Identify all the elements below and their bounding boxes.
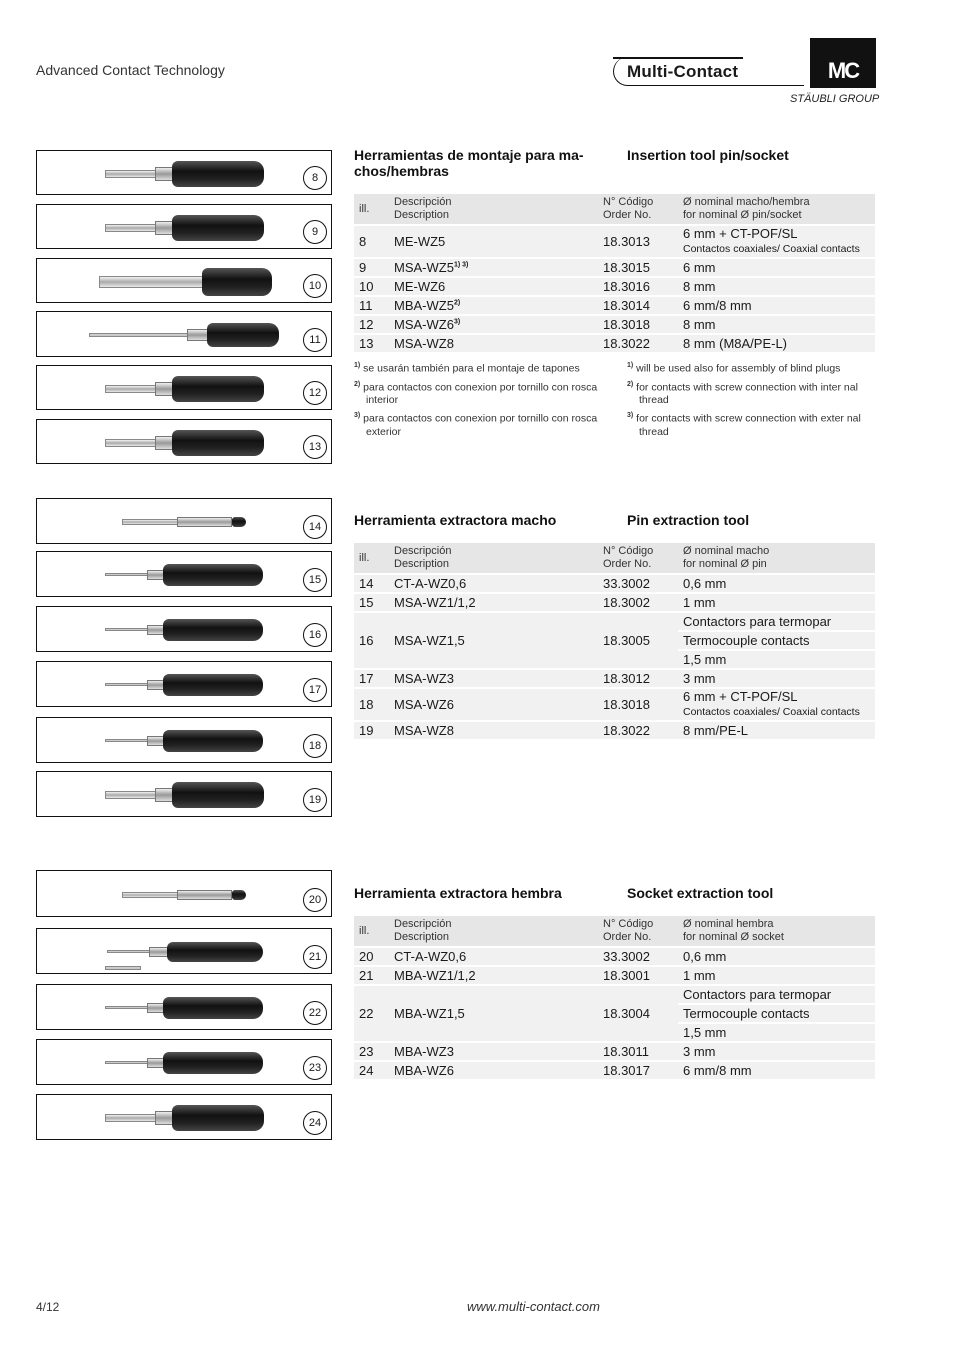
tool-shaft bbox=[99, 276, 209, 288]
footnote-mark: 2) bbox=[627, 380, 634, 388]
header-text: Descripción bbox=[394, 196, 452, 208]
cell-desc: MSA-$WZ5^{1) 3)}$ bbox=[389, 259, 598, 276]
cell-nominal: 1,5 mm bbox=[678, 651, 875, 668]
header-text: N° Código bbox=[603, 196, 654, 208]
tool-illustration bbox=[36, 419, 332, 464]
tool-illustration bbox=[36, 1094, 332, 1140]
header-text: N° Código bbox=[603, 545, 654, 557]
cell-ill: 23 bbox=[354, 1043, 389, 1060]
tool-collar bbox=[177, 890, 232, 900]
cell-desc: ME-WZ5 bbox=[389, 226, 598, 257]
table-row bbox=[354, 613, 875, 630]
tool-handle bbox=[172, 430, 264, 456]
nominal-value: 6 mm/8 mm bbox=[683, 1063, 752, 1078]
cell-ill: 21 bbox=[354, 967, 389, 984]
footnote-mark: 3) bbox=[627, 412, 634, 419]
illustration-number: 17 bbox=[303, 678, 327, 702]
tool-illustration bbox=[36, 365, 332, 410]
nominal-value: 8 mm (M8A/PE-L) bbox=[683, 336, 788, 351]
tool-handle bbox=[163, 619, 263, 641]
cell-ill: 13 bbox=[354, 335, 389, 352]
tool-illustration bbox=[36, 204, 332, 249]
cell-desc: MSA-WZ1,5 bbox=[389, 613, 598, 668]
cell-ill: 18 bbox=[354, 689, 389, 720]
tool-handle bbox=[163, 1052, 263, 1074]
cell-code: 18.3014 bbox=[598, 297, 678, 314]
cell-nominal bbox=[678, 948, 875, 965]
tool-illustration bbox=[36, 311, 332, 357]
tool-illustration bbox=[36, 717, 332, 763]
footnote-ref: 1) 3) bbox=[453, 261, 469, 269]
nominal-value: 8 mm bbox=[683, 279, 716, 294]
tool-shaft bbox=[89, 333, 199, 337]
illustration-number: 18 bbox=[303, 734, 327, 758]
header-cell bbox=[598, 543, 678, 573]
tool-illustration bbox=[36, 870, 332, 917]
cell-desc: MSA-WZ6 bbox=[389, 689, 598, 720]
header-text: Descripción bbox=[394, 545, 452, 557]
cell-ill: 11 bbox=[354, 297, 389, 314]
cell-code: 18.3018 bbox=[598, 316, 678, 333]
table-header-row bbox=[354, 916, 875, 946]
cell-code: 18.3017 bbox=[598, 1062, 678, 1079]
cell-code: 18.3001 bbox=[598, 967, 678, 984]
cell-nominal bbox=[678, 722, 875, 739]
nominal-note: Contactos coaxiales/ Coaxial contacts bbox=[683, 243, 860, 255]
illustration-number: 9 bbox=[303, 220, 327, 244]
illustration-number: 10 bbox=[303, 274, 327, 298]
cell-desc: MSA-WZ3 bbox=[389, 670, 598, 687]
table-row bbox=[354, 226, 875, 257]
cell-desc: MBA-WZ5$^{2)}$ bbox=[389, 297, 598, 314]
tool-handle bbox=[163, 997, 263, 1019]
cell-nominal bbox=[678, 278, 875, 295]
nominal-value: 6 mm + CT-POF/SL bbox=[683, 226, 798, 241]
tool-shaft bbox=[105, 966, 141, 970]
illustration-number: 8 bbox=[303, 166, 327, 190]
cell-nominal bbox=[678, 967, 875, 984]
header-cell bbox=[354, 194, 389, 224]
table-header-row bbox=[354, 194, 875, 224]
cell-code: 18.3012 bbox=[598, 670, 678, 687]
nominal-note: Contactos coaxiales/ Coaxial contacts bbox=[683, 706, 860, 718]
tool-handle bbox=[172, 161, 264, 187]
footnote-ref: 3) bbox=[453, 318, 461, 326]
table-row bbox=[354, 986, 875, 1003]
cell-code: 18.3022 bbox=[598, 722, 678, 739]
cell-nominal bbox=[678, 316, 875, 333]
illustration-number: 23 bbox=[303, 1056, 327, 1080]
header-cell bbox=[389, 916, 598, 946]
nominal-value: 6 mm/8 mm bbox=[683, 298, 752, 313]
cell-desc: CT-A-WZ0,6 bbox=[389, 575, 598, 592]
table-row bbox=[354, 335, 875, 352]
header-cell bbox=[678, 543, 875, 573]
tool-illustration bbox=[36, 771, 332, 817]
tool-illustration bbox=[36, 606, 332, 652]
table-row bbox=[354, 722, 875, 739]
header-text: Description bbox=[394, 558, 450, 570]
footnote bbox=[354, 378, 604, 408]
section-title-en: Insertion tool pin/socket bbox=[627, 147, 789, 163]
cell-desc: MBA-WZ3 bbox=[389, 1043, 598, 1060]
header-cell bbox=[354, 916, 389, 946]
tool-illustration bbox=[36, 928, 332, 974]
footnote-mark: 1) bbox=[627, 362, 634, 369]
cell-nominal bbox=[678, 1062, 875, 1079]
tool-illustration bbox=[36, 661, 332, 707]
nominal-value: 6 mm bbox=[683, 260, 716, 275]
footnote-text: for contacts with screw connection with inter nal thread bbox=[633, 381, 858, 406]
mc-logo: MC bbox=[810, 38, 876, 88]
table-row bbox=[354, 278, 875, 295]
cell-desc: ME-WZ6 bbox=[389, 278, 598, 295]
socket-extraction-table bbox=[354, 914, 875, 1081]
illustration-number: 12 bbox=[303, 381, 327, 405]
illustration-number: 21 bbox=[303, 945, 327, 969]
footnote-text: for contacts with screw connection with exter nal thread bbox=[633, 412, 861, 438]
tool-illustration bbox=[36, 258, 332, 303]
header-text: ill. bbox=[359, 551, 370, 564]
section-title-es: Herramientas de montaje para ma-chos/hembras bbox=[354, 147, 584, 179]
header-text: N° Código bbox=[603, 918, 654, 930]
nominal-value: 3 mm bbox=[683, 671, 716, 686]
header-cell bbox=[678, 194, 875, 224]
footnote bbox=[627, 359, 877, 376]
illustration-number: 19 bbox=[303, 788, 327, 812]
footnote-text: para contactos con conexion por tornillo con rosca exterior bbox=[360, 412, 598, 438]
footnote-text: will be used also for assembly of blind plugs bbox=[633, 362, 841, 375]
brand-group: STÄUBLI GROUP bbox=[790, 93, 880, 105]
illustration-number: 14 bbox=[303, 515, 327, 539]
table-row bbox=[354, 594, 875, 611]
tool-handle bbox=[167, 942, 263, 962]
cell-nominal bbox=[678, 226, 875, 257]
cell-nominal: Termocouple contacts bbox=[678, 1005, 875, 1022]
header-text: for nominal Ø socket bbox=[683, 931, 784, 943]
cell-code: 18.3011 bbox=[598, 1043, 678, 1060]
cell-nominal bbox=[678, 689, 875, 720]
footnote bbox=[354, 409, 604, 439]
illustration-number: 22 bbox=[303, 1001, 327, 1025]
header-text: Order No. bbox=[603, 931, 652, 943]
table-row bbox=[354, 689, 875, 720]
tool-illustration bbox=[36, 150, 332, 195]
nominal-value: 3 mm bbox=[683, 1044, 716, 1059]
header-text: Description bbox=[394, 209, 450, 221]
header-text: Description bbox=[394, 931, 450, 943]
table-row bbox=[354, 259, 875, 276]
tool-handle bbox=[232, 517, 246, 527]
footnote bbox=[354, 359, 604, 376]
header-text: for nominal Ø pin bbox=[683, 558, 767, 570]
header-tagline: Advanced Contact Technology bbox=[36, 62, 225, 78]
section-title-es: Herramienta extractora macho bbox=[354, 512, 557, 528]
nominal-value: 8 mm bbox=[683, 317, 716, 332]
cell-desc: MBA-WZ6 bbox=[389, 1062, 598, 1079]
cell-ill: 9 bbox=[354, 259, 389, 276]
footnote bbox=[627, 378, 877, 408]
cell-code: 33.3002 bbox=[598, 575, 678, 592]
tool-handle bbox=[163, 564, 263, 586]
cell-nominal bbox=[678, 1043, 875, 1060]
nominal-value: 6 mm + CT-POF/SL bbox=[683, 689, 798, 704]
tool-illustration bbox=[36, 1039, 332, 1085]
cell-desc: CT-A-WZ0,6 bbox=[389, 948, 598, 965]
tool-handle bbox=[207, 323, 279, 347]
cell-nominal: Contactors para termopar bbox=[678, 986, 875, 1003]
cell-ill: 16 bbox=[354, 613, 389, 668]
brand-frame-line bbox=[613, 57, 743, 59]
cell-ill: 22 bbox=[354, 986, 389, 1041]
table-row bbox=[354, 967, 875, 984]
cell-nominal bbox=[678, 259, 875, 276]
cell-ill: 17 bbox=[354, 670, 389, 687]
table-row bbox=[354, 948, 875, 965]
cell-code: 18.3004 bbox=[598, 986, 678, 1041]
nominal-value: 8 mm/PE-L bbox=[683, 723, 749, 738]
table-row bbox=[354, 316, 875, 333]
nominal-value: 0,6 mm bbox=[683, 949, 727, 964]
footnote-ref: 2) bbox=[453, 299, 461, 307]
cell-code: 18.3005 bbox=[598, 613, 678, 668]
cell-code: 18.3022 bbox=[598, 335, 678, 352]
header-text: Ø nominal macho bbox=[683, 545, 770, 557]
page-number: 4/12 bbox=[36, 1300, 60, 1314]
header-text: Descripción bbox=[394, 918, 452, 930]
cell-code: 18.3018 bbox=[598, 689, 678, 720]
section-title-en: Socket extraction tool bbox=[627, 885, 774, 901]
tool-handle bbox=[202, 268, 272, 296]
header-text: Ø nominal macho/hembra bbox=[683, 196, 810, 208]
footer-url[interactable]: www.multi-contact.com bbox=[467, 1299, 600, 1314]
cell-nominal bbox=[678, 575, 875, 592]
cell-code: 18.3002 bbox=[598, 594, 678, 611]
cell-desc: MBA-WZ1,5 bbox=[389, 986, 598, 1041]
footnote bbox=[627, 409, 877, 439]
table-header-row bbox=[354, 543, 875, 573]
table-row bbox=[354, 1043, 875, 1060]
header-text: Order No. bbox=[603, 558, 652, 570]
table-row bbox=[354, 670, 875, 687]
cell-desc: MBA-WZ1/1,2 bbox=[389, 967, 598, 984]
cell-nominal bbox=[678, 670, 875, 687]
header-cell bbox=[598, 916, 678, 946]
illustration-number: 24 bbox=[303, 1111, 327, 1135]
header-cell bbox=[678, 916, 875, 946]
header-cell bbox=[389, 543, 598, 573]
header-cell bbox=[389, 194, 598, 224]
tool-illustration bbox=[36, 498, 332, 544]
cell-desc: MSA-WZ8 bbox=[389, 722, 598, 739]
pin-extraction-table bbox=[354, 541, 875, 741]
tool-collar bbox=[177, 517, 232, 527]
cell-ill: 14 bbox=[354, 575, 389, 592]
cell-nominal bbox=[678, 335, 875, 352]
cell-nominal bbox=[678, 297, 875, 314]
table-row bbox=[354, 575, 875, 592]
cell-desc: MSA-WZ1/1,2 bbox=[389, 594, 598, 611]
header-cell bbox=[354, 543, 389, 573]
tool-handle bbox=[172, 376, 264, 402]
tool-handle bbox=[172, 215, 264, 241]
footnote-text: para contactos con conexion por tornillo con rosca interior bbox=[360, 381, 598, 406]
header-text: ill. bbox=[359, 924, 370, 937]
cell-ill: 8 bbox=[354, 226, 389, 257]
cell-nominal bbox=[678, 594, 875, 611]
cell-nominal: 1,5 mm bbox=[678, 1024, 875, 1041]
cell-ill: 10 bbox=[354, 278, 389, 295]
illustration-number: 11 bbox=[303, 328, 327, 352]
header-text: Order No. bbox=[603, 209, 652, 221]
tool-handle bbox=[163, 730, 263, 752]
cell-ill: 20 bbox=[354, 948, 389, 965]
insertion-tool-table bbox=[354, 192, 875, 354]
footnotes-en bbox=[627, 359, 877, 441]
cell-ill: 15 bbox=[354, 594, 389, 611]
footnote-text: se usarán también para el montaje de tapones bbox=[360, 362, 580, 375]
table-row bbox=[354, 297, 875, 314]
brand-name: Multi-Contact bbox=[627, 62, 739, 81]
cell-ill: 19 bbox=[354, 722, 389, 739]
tool-handle bbox=[172, 1105, 264, 1131]
header-text: for nominal Ø pin/socket bbox=[683, 209, 802, 221]
cell-code: 18.3013 bbox=[598, 226, 678, 257]
header-text: Ø nominal hembra bbox=[683, 918, 774, 930]
tool-illustration bbox=[36, 551, 332, 597]
section-title-es: Herramienta extractora hembra bbox=[354, 885, 562, 901]
cell-code: 18.3015 bbox=[598, 259, 678, 276]
illustration-number: 20 bbox=[303, 888, 327, 912]
nominal-value: 1 mm bbox=[683, 968, 716, 983]
table-row bbox=[354, 1062, 875, 1079]
cell-code: 33.3002 bbox=[598, 948, 678, 965]
cell-nominal: Contactors para termopar bbox=[678, 613, 875, 630]
tool-illustration bbox=[36, 984, 332, 1030]
header-cell bbox=[598, 194, 678, 224]
header-text: ill. bbox=[359, 202, 370, 215]
footnote-mark: 2) bbox=[354, 380, 361, 388]
cell-desc: MSA-WZ8 bbox=[389, 335, 598, 352]
illustration-number: 15 bbox=[303, 568, 327, 592]
footnote-mark: 1) bbox=[354, 362, 361, 369]
cell-nominal: Termocouple contacts bbox=[678, 632, 875, 649]
cell-desc: MSA-WZ6$^{3)}$ bbox=[389, 316, 598, 333]
section-title-en: Pin extraction tool bbox=[627, 512, 750, 528]
nominal-value: 0,6 mm bbox=[683, 576, 727, 591]
tool-handle bbox=[172, 782, 264, 808]
illustration-number: 13 bbox=[303, 435, 327, 459]
illustration-number: 16 bbox=[303, 623, 327, 647]
tool-handle bbox=[163, 674, 263, 696]
footnote-mark: 3) bbox=[354, 412, 361, 419]
cell-code: 18.3016 bbox=[598, 278, 678, 295]
nominal-value: 1 mm bbox=[683, 595, 716, 610]
cell-ill: 24 bbox=[354, 1062, 389, 1079]
tool-collar bbox=[149, 947, 169, 957]
tool-handle bbox=[232, 890, 246, 900]
footnotes-es bbox=[354, 359, 604, 441]
cell-ill: 12 bbox=[354, 316, 389, 333]
